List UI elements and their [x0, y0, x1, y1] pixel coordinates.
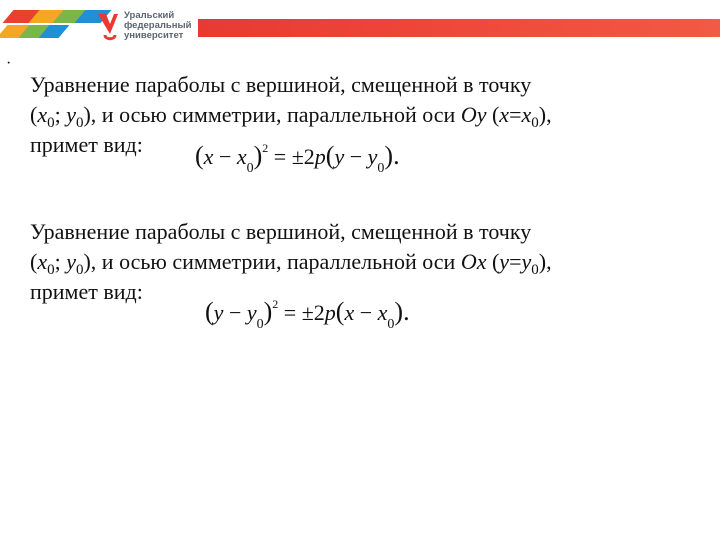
brand-bar — [198, 19, 720, 37]
formula-ox: $(y - y_0)^2 = \pm 2p(x - x_0)$. — [205, 297, 410, 332]
paragraph-oy: Уравнение параболы с вершиной, смещенной в точку ($x_0$; $y_0$), и осью симметрии, параллельной оси Oy $(x=x_0)$, примет вид: — [30, 72, 552, 157]
university-logo-text: Уральский федеральный университет — [124, 10, 192, 41]
formula-oy: $(x - x_0)^2 = \pm 2p(y - y_0)$. — [195, 141, 400, 176]
university-logo-icon — [96, 12, 120, 42]
paragraph-ox: Уравнение параболы с вершиной, смещенной в точку ($x_0$; $y_0$), и осью симметрии, параллельной оси Ox $(y=y_0)$, примет вид: — [30, 219, 552, 304]
slide-marker: · — [6, 55, 12, 72]
